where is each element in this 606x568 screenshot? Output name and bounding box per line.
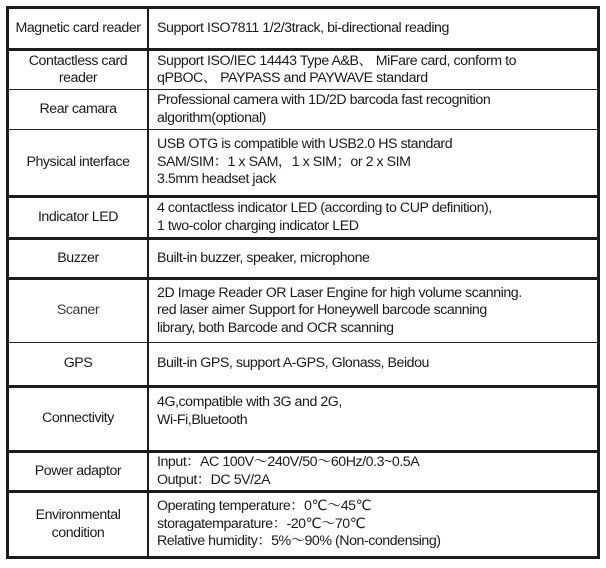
value-line: 3.5mm headset jack (157, 171, 276, 188)
spec-value (148, 90, 599, 130)
value-line: Support ISO7811 1/2/3track, bi-directional reading (157, 19, 449, 36)
label-text: Rear camara (39, 100, 117, 117)
value-line: SAM/SIM：1 x SAM，1 x SIM；or 2 x SIM (157, 153, 411, 170)
value-line: Output：DC 5V/2A (157, 471, 271, 488)
value-line: USB OTG is compatible with USB2.0 HS standard (157, 136, 453, 153)
spec-label (8, 197, 149, 239)
table-row (8, 197, 599, 239)
spec-label (8, 8, 149, 50)
spec-value (148, 343, 599, 387)
value-line: 4 contactless indicator LED (according to CUP definition), (157, 200, 492, 216)
value-line: Professional camera with 1D/2D barcoda fast recognition (157, 92, 491, 108)
spec-value (148, 452, 599, 492)
value-line: Built-in buzzer, speaker, microphone (157, 249, 370, 266)
table-row (8, 50, 599, 90)
table-row (8, 343, 599, 387)
spec-value (148, 239, 599, 279)
spec-label (8, 239, 149, 279)
label-text: GPS (63, 355, 93, 372)
label-text: Magnetic card reader (15, 19, 141, 36)
spec-label (8, 279, 149, 343)
spec-value (148, 279, 599, 343)
spec-label (8, 387, 149, 452)
label-text: Contactless card reader (28, 52, 128, 86)
value-line: Wi-Fi,Bluetooth (157, 411, 248, 428)
spec-table (6, 6, 600, 559)
spec-label (8, 492, 149, 558)
value-line: Support ISO/IEC 14443 Type A&B、 MiFare card, conform to (157, 52, 517, 69)
value-line: red laser aimer Support for Honeywell barcode scanning (157, 302, 487, 319)
value-line: Relative humidity：5%～90% (Non-condensing) (157, 533, 441, 550)
table-row (8, 452, 599, 492)
value-line: Operating temperature：0℃～45℃ (157, 498, 372, 515)
spec-label (8, 452, 149, 492)
table-row (8, 130, 599, 197)
table-row (8, 279, 599, 343)
spec-label (8, 50, 149, 90)
value-line: 2D Image Reader OR Laser Engine for high volume scanning. (157, 284, 522, 301)
spec-value (148, 387, 599, 452)
label-text: Connectivity (42, 410, 114, 427)
spec-value (148, 197, 599, 239)
label-text: Environmental condition (35, 507, 121, 541)
value-line: storagatemparature：-20℃～70℃ (157, 515, 366, 532)
value-line: Built-in GPS, support A-GPS, Glonass, Beidou (157, 355, 429, 372)
spec-value (148, 130, 599, 197)
spec-label (8, 130, 149, 197)
value-line: 4G,compatible with 3G and 2G, (157, 394, 342, 410)
label-text: Indicator LED (37, 208, 119, 225)
spec-value (148, 492, 599, 558)
value-line: Input：AC 100V～240V/50～60Hz/0.3~0.5A (157, 454, 420, 470)
value-line: library, both Barcode and OCR scanning (157, 319, 394, 336)
spec-label (8, 90, 149, 130)
label-text: Power adaptor (34, 462, 122, 479)
value-line: qPBOC、 PAYPASS and PAYWAVE standard (157, 70, 428, 86)
spec-value (148, 50, 599, 90)
value-line: 1 two-color charging indicator LED (157, 217, 359, 234)
spec-value (148, 8, 599, 50)
label-text: Scaner (56, 302, 100, 319)
table-row (8, 239, 599, 279)
label-text: Physical interface (26, 153, 130, 170)
spec-label (8, 343, 149, 387)
table-row (8, 8, 599, 50)
label-text: Buzzer (57, 249, 99, 266)
table-row (8, 492, 599, 558)
value-line: algorithm(optional) (157, 109, 266, 126)
table-row (8, 387, 599, 452)
table-row (8, 90, 599, 130)
